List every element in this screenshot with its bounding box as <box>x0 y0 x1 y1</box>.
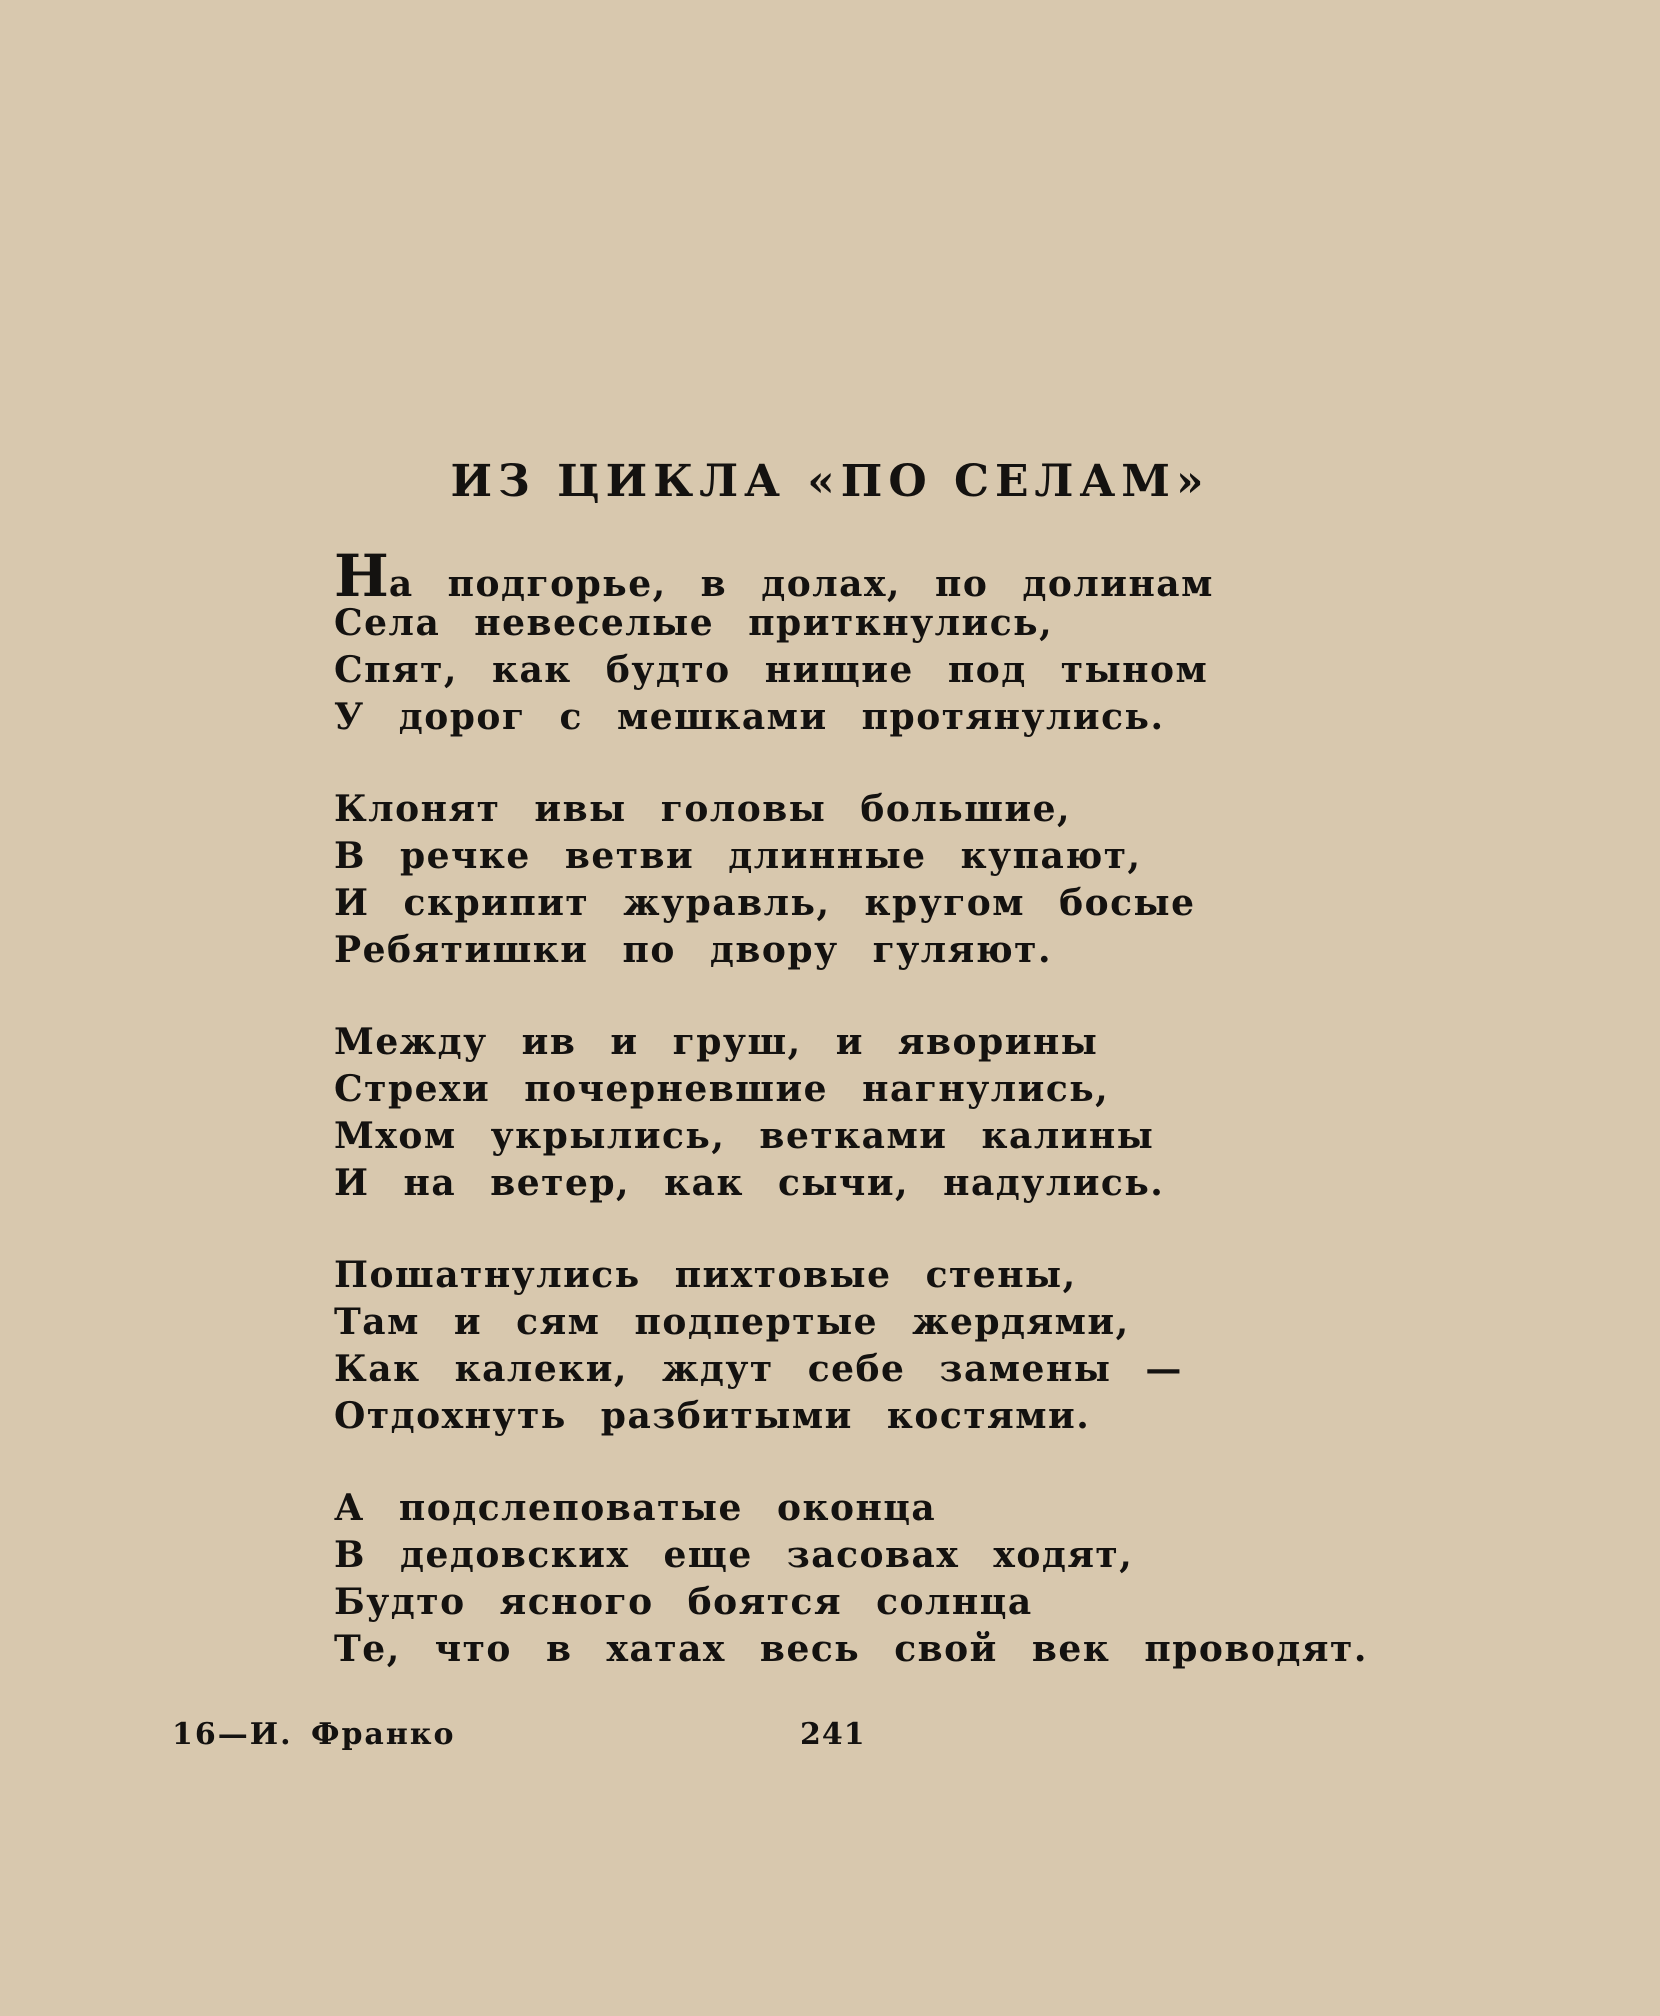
poem-line: Между ив и груш, и яворины <box>334 1021 1099 1063</box>
poem-line: Спят, как будто нищие под тыном <box>334 649 1209 691</box>
stanza <box>334 542 1484 741</box>
poem-line <box>334 542 1484 610</box>
poem-line: У дорог с мешками протянулись. <box>334 696 1165 738</box>
poem-line: Пошатнулись пихтовые стены, <box>334 1254 1077 1296</box>
poem-line: И скрипит журавль, кругом босые <box>334 882 1196 924</box>
poem-body <box>334 542 1484 1718</box>
poem-line: И на ветер, как сычи, надулись. <box>334 1162 1165 1204</box>
poem-line-text: а подгорье, в долах, по долинам <box>388 563 1214 605</box>
poem-line: Клонят ивы головы большие, <box>334 788 1072 830</box>
poem-line: Отдохнуть разбитыми костями. <box>334 1395 1091 1437</box>
poem-line: Стрехи почерневшие нагнулись, <box>334 1068 1110 1110</box>
poem-line: А подслеповатые оконца <box>334 1487 937 1529</box>
poem-line: Ребятишки по двору гуляют. <box>334 929 1053 971</box>
stanza <box>334 1019 1484 1207</box>
signature-mark: 16—И. Франко <box>172 1717 456 1752</box>
poem-line: Те, что в хатах весь свой век проводят. <box>334 1628 1368 1670</box>
poem-line: В дедовских еще засовах ходят, <box>334 1534 1134 1576</box>
poem-line: Там и сям подпертые жердями, <box>334 1301 1130 1343</box>
poem-title: ИЗ ЦИКЛА «ПО СЕЛАМ» <box>450 456 1210 507</box>
poem-line: Мхом укрылись, ветками калины <box>334 1115 1155 1157</box>
poem-line: В речке ветви длинные купают, <box>334 835 1142 877</box>
stanza <box>334 1485 1484 1673</box>
page-number: 241 <box>800 1717 866 1752</box>
stanza <box>334 786 1484 974</box>
poem-line: Как калеки, ждут себе замены — <box>334 1348 1183 1390</box>
poem-line: Села невеселые приткнулись, <box>334 602 1054 644</box>
poem-line: Будто ясного боятся солнца <box>334 1581 1033 1623</box>
drop-cap: Н <box>334 542 389 610</box>
stanza <box>334 1252 1484 1440</box>
